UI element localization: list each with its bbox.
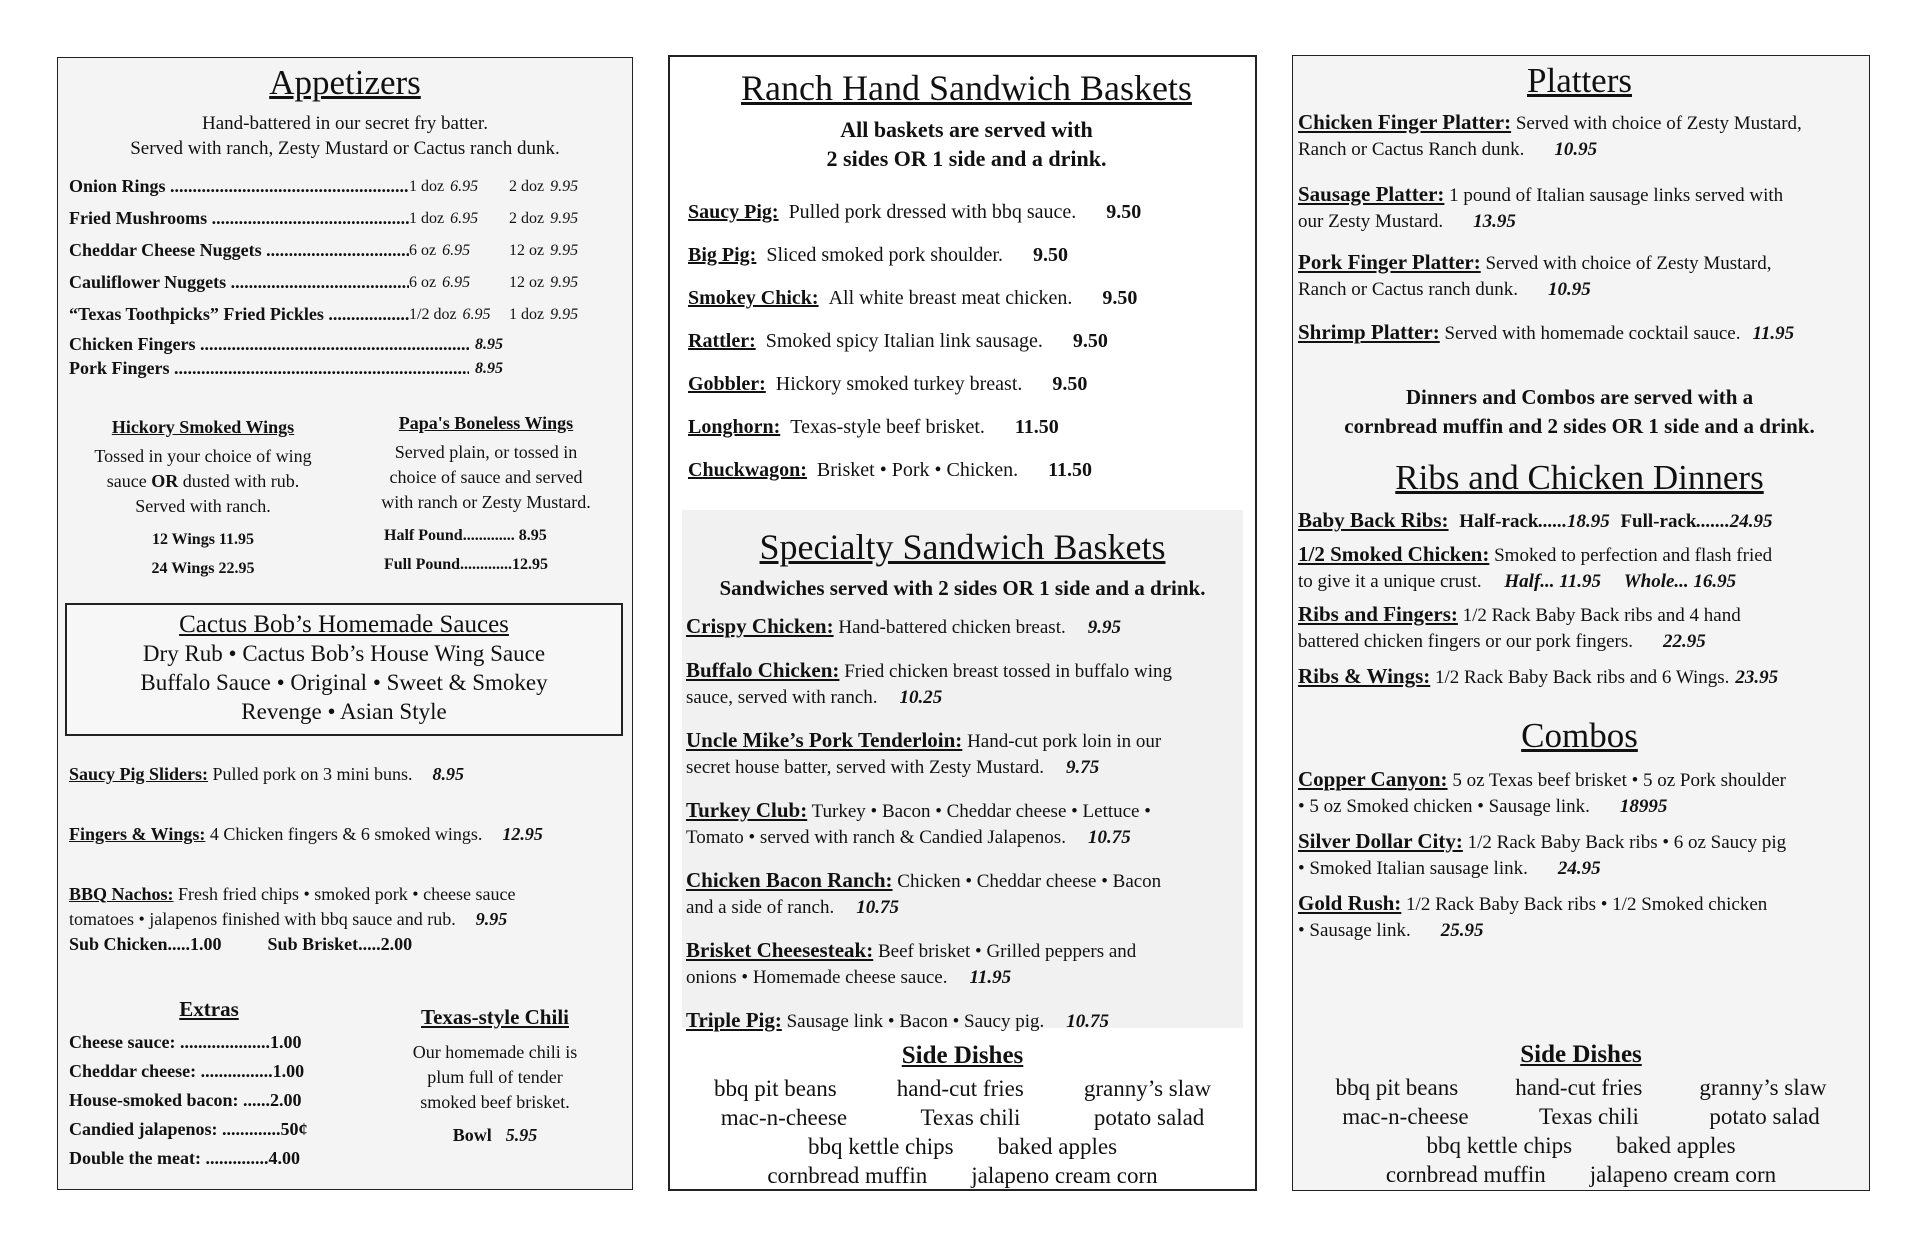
qty: 1/2 doz: [409, 305, 457, 323]
basket-row: [688, 406, 1245, 449]
combos-title: Combos: [1521, 716, 1638, 755]
price: 9.95: [550, 273, 579, 291]
side-item: cornbread muffin: [1385, 1162, 1546, 1187]
basket-row: [688, 277, 1245, 320]
side-dishes-title: Side Dishes: [1520, 1041, 1642, 1068]
side-row: [1293, 1073, 1869, 1102]
price: 9.95: [550, 177, 579, 195]
basket-row: [688, 191, 1245, 234]
item-name: Ribs and Fingers:: [1298, 602, 1458, 626]
side-item: jalapeno cream corn: [1589, 1162, 1777, 1187]
item-desc: secret house batter, served with Zesty Mustard.: [686, 756, 1045, 778]
price: 8.95: [432, 763, 465, 784]
specialty-title: Specialty Sandwich Baskets: [759, 527, 1166, 567]
price: .......24.95: [1696, 511, 1773, 532]
specialty-item: [686, 1007, 1239, 1035]
dinner-item: [1298, 663, 1861, 691]
item-desc: Beef brisket • Grilled peppers and: [873, 940, 1137, 962]
menu-item: [69, 822, 621, 847]
extra-item: Cheddar cheese: ................1.00: [69, 1060, 305, 1081]
side-item: bbq kettle chips: [1426, 1133, 1573, 1158]
item-name: Triple Pig:: [686, 1007, 782, 1032]
boneless-wings-prices: [348, 521, 624, 579]
item-desc: Smoked to perfection and flash fried: [1489, 545, 1773, 566]
side-dishes: [670, 1042, 1255, 1190]
price: 10.25: [899, 686, 943, 708]
price: 10.75: [856, 896, 899, 918]
price: 9.95: [475, 908, 508, 929]
dinner-item: [1298, 601, 1861, 655]
specialty-subtitle: Sandwiches served with 2 sides OR 1 side and a drink.: [719, 575, 1206, 600]
price: 8.95: [475, 335, 503, 353]
price: Half... 11.95: [1504, 571, 1601, 592]
item-desc: 4 Chicken fingers & 6 smoked wings.: [205, 823, 483, 844]
side-item: hand-cut fries: [896, 1076, 1024, 1101]
qty-price: [409, 274, 509, 292]
price-line: 12 Wings 11.95: [151, 530, 255, 548]
desc-line: Tossed in your choice of wing: [94, 445, 312, 466]
price: 9.50: [1072, 329, 1108, 352]
desc-line: [58, 469, 348, 494]
ranch-subtitle: [688, 115, 1245, 173]
extras-list: [69, 997, 369, 1173]
specialty-item: [686, 657, 1239, 711]
price: 12.95: [502, 823, 543, 844]
item-name: Saucy Pig Sliders:: [69, 763, 209, 784]
desc-line: Served plain, or tossed in: [394, 441, 578, 462]
combo-item: [1298, 828, 1861, 882]
price: 11.95: [969, 966, 1012, 988]
combo-item: [1298, 890, 1861, 944]
qty-price: [409, 210, 509, 228]
specialty-item: [686, 797, 1239, 851]
appetizer-row: [69, 171, 632, 203]
menu-item: [69, 882, 621, 957]
price: 9.75: [1066, 756, 1100, 778]
item-desc: Sausage link • Bacon • Saucy pig.: [781, 1010, 1045, 1032]
appetizer-row: [69, 203, 632, 235]
item-name: Cauliflower Nuggets .....: [69, 272, 409, 293]
item-name: Silver Dollar City:: [1298, 828, 1463, 853]
qty-price: [509, 210, 609, 228]
item-name: Shrimp Platter:: [1298, 319, 1440, 344]
side-item: mac-n-cheese: [720, 1105, 848, 1130]
item-name: Uncle Mike’s Pork Tenderloin:: [686, 727, 963, 752]
side-item: jalapeno cream corn: [971, 1163, 1158, 1188]
appetizers-panel: [57, 57, 633, 1190]
price: 9.95: [550, 305, 579, 323]
price: 8.95: [475, 359, 503, 377]
item-name: Gobbler:: [688, 372, 766, 395]
desc-part: dusted with rub.: [178, 470, 300, 491]
item-name: BBQ Nachos:: [69, 883, 174, 904]
qty: 2 doz: [509, 177, 545, 195]
item-desc: our Zesty Mustard.: [1298, 210, 1444, 232]
price: 9.50: [1106, 200, 1142, 223]
platters-panel: [1292, 55, 1870, 1191]
specialty-item: [686, 867, 1239, 921]
qty-price: [409, 242, 509, 260]
price: 10.95: [1548, 278, 1591, 300]
desc-line: plum full of tender: [427, 1066, 563, 1087]
hickory-wings-desc: [58, 444, 348, 519]
item-name: Smokey Chick:: [688, 286, 819, 309]
item-desc: Pulled pork on 3 mini buns.: [208, 763, 413, 784]
side-item: Texas chili: [1538, 1104, 1639, 1129]
item-desc: 1/2 Rack Baby Back ribs • 1/2 Smoked chicken: [1401, 893, 1768, 915]
qty-price: [509, 242, 609, 260]
price: 25.95: [1440, 919, 1484, 941]
side-item: granny’s slaw: [1083, 1076, 1211, 1101]
specialty-item: [686, 937, 1239, 991]
ribs-title: Ribs and Chicken Dinners: [1395, 457, 1764, 497]
hickory-wings: [58, 413, 348, 583]
sauce-line: Revenge • Asian Style: [241, 698, 447, 724]
ranch-title: Ranch Hand Sandwich Baskets: [741, 68, 1192, 108]
price: 24.95: [1557, 857, 1601, 879]
item-name: 1/2 Smoked Chicken:: [1298, 542, 1490, 566]
basket-row: [688, 320, 1245, 363]
price: 9.50: [1102, 286, 1138, 309]
item-desc: Smoked spicy Italian link sausage.: [765, 329, 1043, 352]
item-name: Chicken Finger Platter:: [1298, 109, 1512, 134]
item-desc: Ranch or Cactus ranch dunk.: [1298, 278, 1519, 300]
hickory-wings-prices: [58, 525, 348, 583]
menu-item: [69, 762, 621, 787]
dinner-item: [1298, 541, 1861, 595]
side-item: Texas chili: [920, 1105, 1021, 1130]
price: 9.95: [1087, 616, 1121, 638]
item-desc: 1 pound of Italian sausage links served with: [1444, 184, 1784, 206]
extra-item: Candied jalapenos: .............50¢: [69, 1118, 308, 1139]
sub-line: All baskets are served with: [840, 116, 1093, 142]
platter-item: [1298, 249, 1861, 303]
specialty-section: [682, 510, 1243, 1032]
desc-line: choice of sauce and served: [389, 466, 583, 487]
desc-line: Our homemade chili is: [412, 1041, 578, 1062]
intro-line: Served with ranch, Zesty Mustard or Cactus ranch dunk.: [130, 137, 560, 159]
item-name: Pork Fingers .....: [69, 358, 469, 379]
boneless-wings: [348, 413, 624, 583]
item-desc: Ranch or Cactus Ranch dunk.: [1298, 138, 1525, 160]
option-label: Full-rack: [1620, 511, 1697, 532]
price-line: Half Pound............. 8.95: [384, 526, 547, 544]
option-label: Half-rack: [1459, 511, 1539, 532]
qty-price: [409, 178, 509, 196]
note-line: Dinners and Combos are served with a: [1405, 384, 1754, 409]
price: Whole... 16.95: [1623, 571, 1737, 592]
appetizer-row: [69, 299, 632, 331]
more-appetizers: [69, 762, 621, 957]
boneless-wings-desc: [348, 440, 624, 515]
qty: 1 doz: [409, 177, 445, 195]
specialty-item: [686, 727, 1239, 781]
price: 6.95: [442, 241, 471, 259]
price: 22.95: [1663, 631, 1706, 652]
side-dishes-title: Side Dishes: [901, 1042, 1024, 1069]
side-row: [670, 1074, 1255, 1103]
hickory-wings-title: Hickory Smoked Wings: [111, 416, 295, 437]
price: 6.95: [462, 305, 491, 323]
side-row: [1293, 1131, 1869, 1160]
item-name: Saucy Pig:: [688, 200, 779, 223]
item-name: Fingers & Wings:: [69, 823, 206, 844]
basket-row: [688, 363, 1245, 406]
item-name: Chicken Bacon Ranch:: [686, 867, 893, 892]
item-desc: sauce, served with ranch.: [686, 686, 878, 708]
basket-row: [688, 449, 1245, 492]
item-desc: Fried chicken breast tossed in buffalo wing: [839, 660, 1173, 682]
qty: 12 oz: [509, 241, 545, 259]
qty: 6 oz: [409, 273, 437, 291]
appetizers-title: Appetizers: [269, 63, 421, 102]
side-row: [1293, 1160, 1869, 1189]
extra-item: Cheese sauce: ....................1.00: [69, 1031, 302, 1052]
side-item: cornbread muffin: [767, 1163, 928, 1188]
item-desc: Pulled pork dressed with bbq sauce.: [788, 200, 1077, 223]
side-item: mac-n-cheese: [1342, 1104, 1469, 1129]
item-name: Onion Rings .....: [69, 176, 409, 197]
item-desc: to give it a unique crust.: [1298, 571, 1482, 592]
item-desc: Sliced smoked pork shoulder.: [766, 243, 1003, 266]
dinner-item: [1298, 507, 1861, 535]
bowl-label: Bowl: [452, 1124, 492, 1145]
platter-item: [1298, 181, 1861, 235]
item-name: Copper Canyon:: [1298, 766, 1448, 791]
item-desc: • 5 oz Smoked chicken • Sausage link.: [1298, 795, 1590, 817]
price-line: 24 Wings 22.95: [151, 559, 255, 577]
item-desc: battered chicken fingers or our pork fingers.: [1298, 631, 1634, 652]
price: 6.95: [450, 209, 479, 227]
appetizers-intro: [58, 111, 632, 161]
price: 23.95: [1735, 667, 1779, 688]
ranch-basket-list: [688, 191, 1245, 492]
side-dishes: [1293, 1041, 1869, 1189]
appetizer-row: [69, 267, 632, 299]
item-desc: Hickory smoked turkey breast.: [775, 372, 1023, 395]
item-desc: All white breast meat chicken.: [828, 286, 1073, 309]
price: 11.50: [1048, 458, 1093, 481]
item-name: Brisket Cheesesteak:: [686, 937, 874, 962]
item-name: Rattler:: [688, 329, 756, 352]
price-line: Full Pound.............12.95: [384, 555, 549, 573]
item-desc: 1/2 Rack Baby Back ribs and 4 hand: [1457, 605, 1741, 626]
item-name: Longhorn:: [688, 415, 781, 438]
side-row: [670, 1103, 1255, 1132]
boneless-wings-title: Papa's Boneless Wings: [398, 412, 574, 433]
chili-title: Texas-style Chili: [421, 1004, 569, 1029]
wings-section: [58, 413, 632, 583]
chili-section: [369, 997, 621, 1173]
chili-desc: [369, 1040, 621, 1115]
item-desc: 1/2 Rack Baby Back ribs • 6 oz Saucy pig: [1462, 831, 1787, 853]
chili-price: [369, 1125, 621, 1146]
side-item: potato salad: [1709, 1104, 1820, 1129]
item-desc: Hand-cut pork loin in our: [962, 730, 1162, 752]
item-desc: Turkey • Bacon • Cheddar cheese • Lettuce •: [807, 800, 1151, 822]
price: ......18.95: [1538, 511, 1610, 532]
basket-row: [688, 234, 1245, 277]
sub-option: Sub Chicken.....1.00: [69, 933, 222, 954]
qty-price: [509, 178, 609, 196]
sauces-box: [65, 603, 623, 736]
sub-line: 2 sides OR 1 side and a drink.: [826, 145, 1107, 171]
price: 6.95: [450, 177, 479, 195]
qty: 6 oz: [409, 241, 437, 259]
intro-line: Hand-battered in our secret fry batter.: [202, 112, 488, 134]
item-desc: • Smoked Italian sausage link.: [1298, 857, 1528, 879]
sauce-line: Dry Rub • Cactus Bob’s House Wing Sauce: [142, 640, 546, 666]
platter-item: [1298, 109, 1861, 163]
item-desc: and a side of ranch.: [686, 896, 835, 918]
note-line: cornbread muffin and 2 sides OR 1 side and a drink.: [1344, 413, 1815, 438]
price: 11.50: [1014, 415, 1059, 438]
desc-part: OR: [151, 470, 179, 491]
side-item: hand-cut fries: [1515, 1075, 1643, 1100]
side-item: baked apples: [997, 1134, 1118, 1159]
item-name: Buffalo Chicken:: [686, 657, 840, 682]
extras-title: Extras: [179, 996, 239, 1021]
item-desc: • Sausage link.: [1298, 919, 1411, 941]
item-desc: Brisket • Pork • Chicken.: [816, 458, 1019, 481]
qty: 1 doz: [409, 209, 445, 227]
sandwich-panel: [668, 55, 1257, 1191]
price: 5.95: [505, 1124, 538, 1145]
side-item: bbq pit beans: [714, 1076, 837, 1101]
price: 9.50: [1052, 372, 1088, 395]
sauce-line: Buffalo Sauce • Original • Sweet & Smokey: [140, 669, 548, 695]
price: 10.75: [1087, 826, 1131, 848]
side-row: [670, 1161, 1255, 1190]
appetizer-row: [69, 355, 632, 383]
side-item: potato salad: [1093, 1105, 1205, 1130]
item-name: Pork Finger Platter:: [1298, 249, 1481, 274]
item-name: Big Pig:: [688, 243, 757, 266]
item-desc: Fresh fried chips • smoked pork • cheese sauce: [173, 883, 516, 904]
price: 13.95: [1473, 210, 1516, 232]
appetizer-list: [69, 171, 632, 383]
qty-price: [509, 306, 609, 324]
side-item: bbq kettle chips: [807, 1134, 954, 1159]
price: 10.95: [1554, 138, 1598, 160]
item-name: Sausage Platter:: [1298, 181, 1445, 206]
platter-item: [1298, 319, 1861, 347]
item-desc: Texas-style beef brisket.: [790, 415, 985, 438]
qty: 2 doz: [509, 209, 545, 227]
item-desc: Served with choice of Zesty Mustard,: [1511, 112, 1802, 134]
qty-price: [409, 306, 509, 324]
item-desc: onions • Homemade cheese sauce.: [686, 966, 948, 988]
platters-title: Platters: [1527, 61, 1632, 100]
item-name: Cheddar Cheese Nuggets .....: [69, 240, 409, 261]
item-name: Chuckwagon:: [688, 458, 807, 481]
item-name: Chicken Fingers .....: [69, 334, 469, 355]
item-desc: Tomato • served with ranch & Candied Jalapenos.: [686, 826, 1066, 848]
item-desc: Served with choice of Zesty Mustard,: [1480, 252, 1772, 274]
side-item: baked apples: [1616, 1133, 1736, 1158]
item-name: Fried Mushrooms .....: [69, 208, 409, 229]
appetizer-row: [69, 235, 632, 267]
item-name: “Texas Toothpicks” Fried Pickles .....: [69, 304, 409, 325]
item-name: Baby Back Ribs:: [1298, 508, 1449, 532]
specialty-item: [686, 613, 1239, 641]
extras-section: [69, 997, 621, 1173]
item-desc: 5 oz Texas beef brisket • 5 oz Pork shoulder: [1447, 769, 1787, 791]
side-row: [670, 1132, 1255, 1161]
extra-item: Double the meat: ..............4.00: [69, 1147, 300, 1168]
sub-option: Sub Brisket.....2.00: [267, 933, 413, 954]
qty: 1 doz: [509, 305, 545, 323]
dinners-note: [1298, 383, 1861, 441]
item-desc: Hand-battered chicken breast.: [833, 616, 1066, 638]
price: 10.75: [1066, 1010, 1109, 1032]
qty-price: [509, 274, 609, 292]
price: 9.50: [1032, 243, 1068, 266]
side-item: granny’s slaw: [1699, 1075, 1827, 1100]
qty: 12 oz: [509, 273, 545, 291]
side-row: [1293, 1102, 1869, 1131]
desc-line: Served with ranch.: [135, 495, 271, 516]
item-name: Turkey Club:: [686, 797, 808, 822]
side-item: bbq pit beans: [1335, 1075, 1459, 1100]
item-desc: Chicken • Cheddar cheese • Bacon: [892, 870, 1162, 892]
price: 9.95: [550, 241, 579, 259]
desc-line: smoked beef brisket.: [420, 1091, 570, 1112]
combo-item: [1298, 766, 1861, 820]
price: 11.95: [1752, 322, 1795, 344]
item-desc: 1/2 Rack Baby Back ribs and 6 Wings.: [1430, 667, 1730, 688]
extra-item: House-smoked bacon: ......2.00: [69, 1089, 302, 1110]
price: 9.95: [550, 209, 579, 227]
price: 6.95: [442, 273, 471, 291]
sauces-title: Cactus Bob’s Homemade Sauces: [179, 610, 509, 638]
item-name: Crispy Chicken:: [686, 613, 834, 638]
desc-part: sauce: [106, 470, 152, 491]
desc-line: with ranch or Zesty Mustard.: [381, 491, 591, 512]
item-name: Ribs & Wings:: [1298, 664, 1431, 688]
item-desc: Served with homemade cocktail sauce.: [1439, 322, 1741, 344]
item-desc: tomatoes • jalapenos finished with bbq sauce and rub.: [69, 908, 456, 929]
item-name: Gold Rush:: [1298, 890, 1402, 915]
price: 18995: [1619, 795, 1668, 817]
